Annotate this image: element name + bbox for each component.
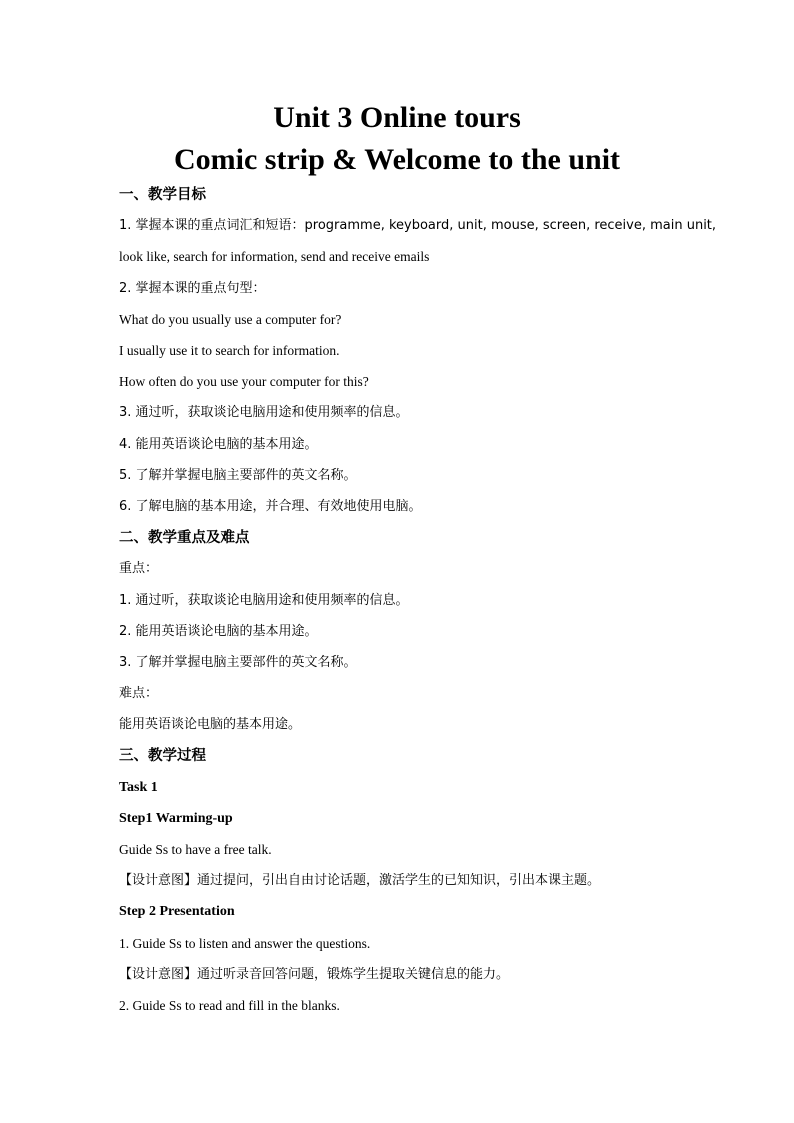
text-line: 2. Guide Ss to read and fill in the blanks. [119,998,340,1013]
document-title: Unit 3 Online tours [273,101,521,134]
text-line: 6. 了解电脑的基本用途，并合理、有效地使用电脑。 [119,499,422,514]
text-line: 5. 了解并掌握电脑主要部件的英文名称。 [119,468,357,483]
section-heading: 一、教学目标 [119,187,206,203]
text-line: 【设计意图】通过听录音回答问题，锻炼学生提取关键信息的能力。 [119,967,510,982]
section-heading: 三、教学过程 [119,748,206,764]
text-line: How often do you use your computer for this? [119,374,369,389]
text-line: 【设计意图】通过提问，引出自由讨论话题，激活学生的已知知识，引出本课主题。 [119,873,601,888]
text-line: 1. Guide Ss to listen and answer the questions. [119,936,371,951]
text-line: look like, search for information, send and receive emails [119,249,430,264]
text-line: 能用英语谈论电脑的基本用途。 [119,717,302,732]
step-heading: Step1 Warming-up [119,811,233,826]
step-heading: Step 2 Presentation [119,904,235,919]
text-line: I usually use it to search for information. [119,343,340,358]
text-line: 2. 掌握本课的重点句型： [119,281,266,296]
document-subtitle: Comic strip & Welcome to the unit [173,143,621,176]
step-heading: Task 1 [119,780,158,795]
text-line: 1. 掌握本课的重点词汇和短语：programme, keyboard, unit, mouse, screen, receive, main unit, [119,218,717,233]
section-heading: 二、教学重点及难点 [119,530,250,546]
text-line: What do you usually use a computer for? [119,312,342,327]
text-line: 难点： [119,686,159,701]
text-line: 3. 通过听，获取谈论电脑用途和使用频率的信息。 [119,405,409,420]
text-line: 3. 了解并掌握电脑主要部件的英文名称。 [119,655,357,670]
text-line: 2. 能用英语谈论电脑的基本用途。 [119,624,318,639]
text-line: 1. 通过听，获取谈论电脑用途和使用频率的信息。 [119,593,409,608]
text-line: Guide Ss to have a free talk. [119,842,272,857]
text-line: 重点： [119,561,159,576]
text-line: 4. 能用英语谈论电脑的基本用途。 [119,437,318,452]
